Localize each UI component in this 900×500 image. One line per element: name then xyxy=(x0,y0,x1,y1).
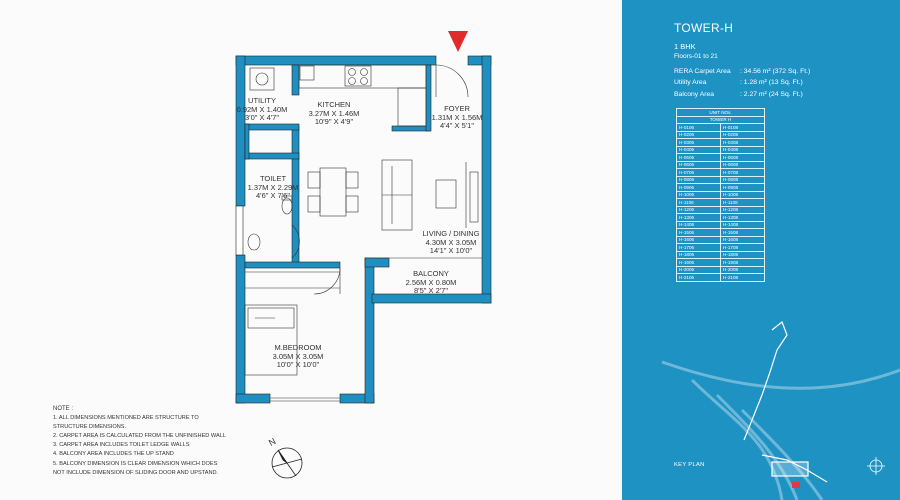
toilet-imperial: 4'6" X 7'6" xyxy=(255,191,291,200)
label-living xyxy=(415,230,487,256)
unit-cell: H-0906 xyxy=(677,184,721,192)
unit-cell: H-1906 xyxy=(677,259,721,267)
unit-cell: H-1506 xyxy=(677,229,721,237)
label-utility xyxy=(234,97,290,123)
unit-cell: H-0608 xyxy=(721,161,765,169)
unit-cell: H-1006 xyxy=(677,191,721,199)
unit-cell: H-1108 xyxy=(721,199,765,207)
unit-cell: H-1008 xyxy=(721,191,765,199)
unit-cell: H-1706 xyxy=(677,244,721,252)
unit-cell: H-2108 xyxy=(721,274,765,282)
note-item: STRUCTURE DIMENSIONS. xyxy=(53,424,127,431)
key-plan-highlight xyxy=(792,482,800,488)
label-kitchen xyxy=(298,101,370,127)
label-bedroom xyxy=(266,344,330,370)
unit-cell: H-1306 xyxy=(677,214,721,222)
note-item: 2. CARPET AREA IS CALCULATED FROM THE UNFINISHED WALL xyxy=(53,433,226,440)
bedroom-imperial: 10'0" X 10'0" xyxy=(276,360,320,369)
label-toilet xyxy=(242,175,304,201)
foyer-imperial: 4'4" X 5'1" xyxy=(439,121,475,130)
unit-cell: H-0908 xyxy=(721,184,765,192)
key-plan-building xyxy=(744,322,827,482)
unit-cell: H-0408 xyxy=(721,146,765,154)
note-item: 3. CARPET AREA INCLUDES TOILET LEDGE WALLS xyxy=(53,442,190,449)
area-value: : 2.27 m² (24 Sq. Ft.) xyxy=(740,90,803,98)
notes-list xyxy=(53,414,283,478)
unit-cell: H-2106 xyxy=(677,274,721,282)
key-plan-drawing xyxy=(622,0,900,500)
unit-cell: H-0406 xyxy=(677,146,721,154)
unit-cell: H-1406 xyxy=(677,221,721,229)
notes-block xyxy=(53,405,283,478)
balcony-name: BALCONY xyxy=(413,269,449,278)
unit-cell: H-1408 xyxy=(721,221,765,229)
unit-cell: H-1106 xyxy=(677,199,721,207)
unit-type: 1 BHK xyxy=(674,42,696,51)
foyer-metric: 1.31M X 1.56M xyxy=(431,112,483,122)
unit-cell: H-1308 xyxy=(721,214,765,222)
unit-table-title: UNIT NOs. xyxy=(677,109,765,117)
unit-cell: H-0206 xyxy=(677,131,721,139)
note-item: 1. ALL DIMENSIONS MENTIONED ARE STRUCTURE TO xyxy=(53,415,199,422)
note-item: NOT INCLUDE DIMENSION OF SLIDING DOOR AND UPSTAND. xyxy=(53,469,219,476)
area-label: Utility Area xyxy=(674,79,707,87)
unit-cell: H-2008 xyxy=(721,266,765,274)
living-metric: 4.30M X 3.05M xyxy=(425,237,477,247)
unit-cell: H-2006 xyxy=(677,266,721,274)
unit-cell: H-0506 xyxy=(677,154,721,162)
toilet-metric: 1.37M X 2.29M xyxy=(247,182,299,192)
key-plan-compass xyxy=(867,457,885,475)
kitchen-name: KITCHEN xyxy=(317,100,351,109)
entry-marker xyxy=(448,31,468,52)
label-foyer xyxy=(425,105,489,131)
area-label: RERA Carpet Area xyxy=(674,68,731,75)
unit-cell: H-0808 xyxy=(721,176,765,184)
unit-cell: H-1208 xyxy=(721,206,765,214)
unit-cell: H-1708 xyxy=(721,244,765,252)
unit-cell: H-0508 xyxy=(721,154,765,162)
north-label: N xyxy=(266,436,278,448)
note-item: 5. BALCONY DIMENSION IS CLEAR DIMENSION WHICH DOES xyxy=(53,460,218,467)
kitchen-metric: 3.27M X 1.46M xyxy=(308,108,360,118)
unit-cell: H-0106 xyxy=(677,124,721,132)
note-item: 4. BALCONY AREA INCLUDES THE UP STAND xyxy=(53,451,174,458)
unit-cell: H-1908 xyxy=(721,259,765,267)
living-name: LIVING / DINING xyxy=(422,229,480,238)
unit-cell: H-1206 xyxy=(677,206,721,214)
unit-table-subtitle: TOWER H xyxy=(677,116,765,124)
unit-cell: H-0108 xyxy=(721,124,765,132)
toilet-name: TOILET xyxy=(259,174,287,183)
unit-cell: H-0208 xyxy=(721,131,765,139)
floors-range: Floors-01 to 21 xyxy=(674,53,718,60)
utility-imperial: 3'0" X 4'7" xyxy=(244,113,280,122)
balcony-metric: 2.56M X 0.80M xyxy=(405,277,457,287)
utility-name: UTILITY xyxy=(248,96,276,105)
unit-cell: H-0606 xyxy=(677,161,721,169)
area-label: Balcony Area xyxy=(674,90,715,98)
tower-title: TOWER-H xyxy=(674,21,734,35)
unit-cell: H-1606 xyxy=(677,236,721,244)
unit-cell: H-1608 xyxy=(721,236,765,244)
unit-cell: H-1508 xyxy=(721,229,765,237)
info-panel xyxy=(622,0,900,500)
balcony-imperial: 8'5" X 2'7" xyxy=(413,286,449,295)
utility-metric: 0.92M X 1.40M xyxy=(236,104,288,114)
unit-cell: H-0306 xyxy=(677,139,721,147)
area-value: : 34.56 m² (372 Sq. Ft.) xyxy=(740,68,811,75)
unit-cell: H-0308 xyxy=(721,139,765,147)
key-plan-label: KEY PLAN xyxy=(674,462,705,468)
kitchen-imperial: 10'9" X 4'9" xyxy=(314,117,354,126)
label-balcony xyxy=(398,270,464,296)
bedroom-name: M.BEDROOM xyxy=(274,343,322,352)
unit-cell: H-0806 xyxy=(677,176,721,184)
unit-cell: H-0708 xyxy=(721,169,765,177)
living-imperial: 14'1" X 10'0" xyxy=(429,246,473,255)
foyer-name: FOYER xyxy=(444,104,470,113)
area-value: : 1.28 m² (13 Sq. Ft.) xyxy=(740,79,803,87)
bedroom-metric: 3.05M X 3.05M xyxy=(272,351,324,361)
notes-title: NOTE : xyxy=(53,406,74,412)
unit-cell: H-0706 xyxy=(677,169,721,177)
unit-cell: H-1808 xyxy=(721,251,765,259)
unit-cell: H-1806 xyxy=(677,251,721,259)
